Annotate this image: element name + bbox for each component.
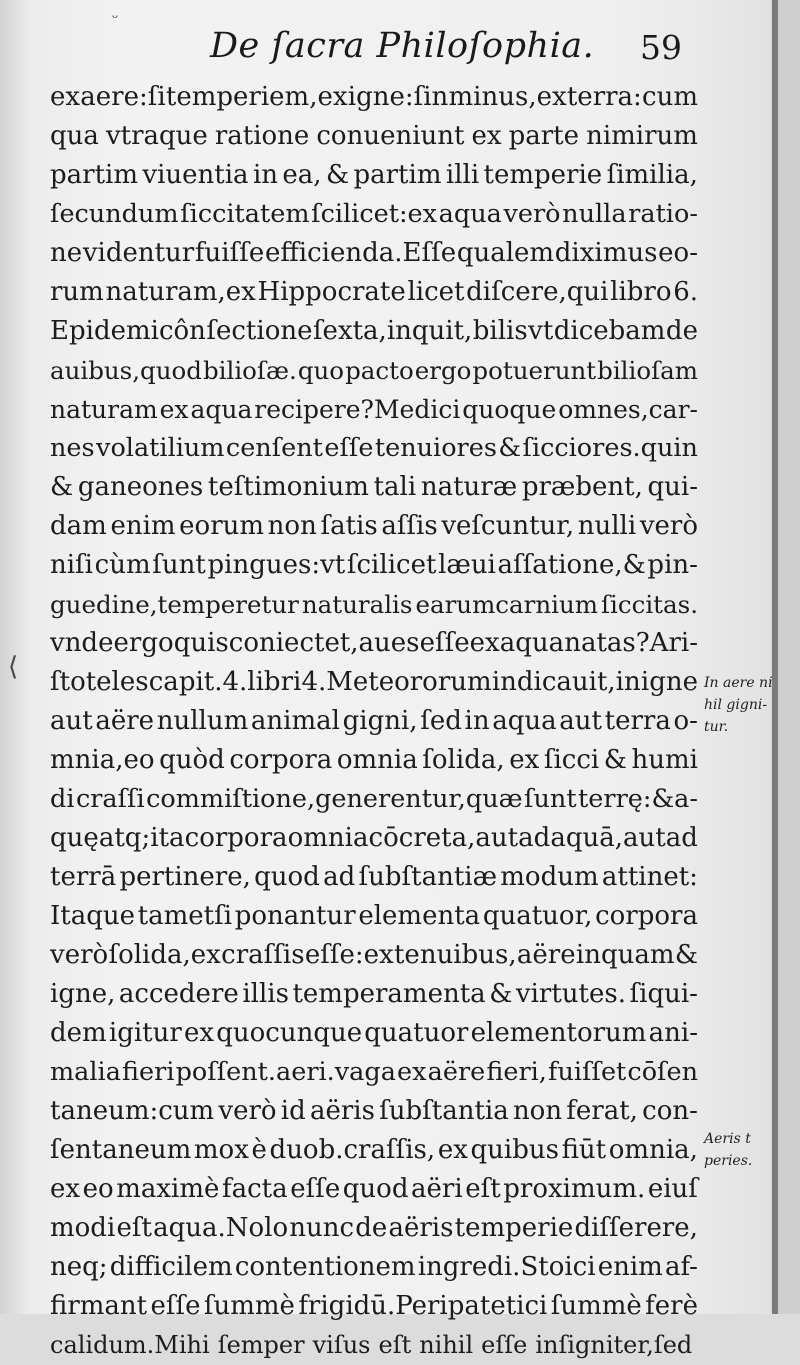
text-line: terrā pertinere, quod ad ſubſtantiæ modum attinet: (50, 862, 698, 892)
text-line: modi eſt aqua.Nolo nunc de aëris temperie diſſerere, (50, 1213, 698, 1243)
text-line: aut aëre nullum animal gigni, ſed in aqua aut terra o- (50, 706, 698, 736)
text-line: ſtoteles capit.4.libri 4.Meteororum indicauit,in igne (50, 667, 698, 697)
ink-speck: ᵕ (112, 8, 119, 27)
text-line: naturam ex aqua recipere?Medici quoque omnes,car- (50, 395, 698, 424)
marginal-note (704, 672, 773, 738)
marginal-note-line: tur. (704, 719, 729, 735)
text-line: mnia,eo quòd corpora omnia ſolida, ex ſicci & humi (50, 745, 698, 775)
page-number: 59 (640, 28, 682, 67)
running-title: De ſacra Philoſophia. (210, 26, 595, 66)
body-text-block (50, 78, 698, 1365)
text-line: nes volatilium cenſent eſſe tenuiores & ſicciores.quin (50, 433, 698, 463)
text-line: di craſſi commiſtione,generentur,quæ ſunt terrę:&a- (50, 784, 698, 814)
text-line: vnde ergo quis coniectet,aues eſſe ex aqua natas?Ari- (50, 628, 698, 658)
text-line: Epidemicôn ſectione ſexta,inquit, bilis vt dicebam de (50, 316, 698, 346)
text-line: Itaque tametſi ponantur elementa quatuor, corpora (50, 901, 698, 931)
text-line: malia fieri poſſent.aeri.vaga ex aëre fieri, fuiſſet cōſen (50, 1057, 698, 1087)
marginal-note-line: peries. (704, 1153, 753, 1169)
text-line: igne, accedere illis temperamenta & virtutes. ſiqui- (50, 979, 698, 1009)
text-line: ſecundum ſiccitatem ſcilicet:ex aqua verò nulla ratio- (50, 199, 698, 229)
text-line: firmant eſſe ſummè frigidū.Peripatetici ſummè ferè (50, 1291, 698, 1321)
text-line: guedine,temperetur naturalis earumcarnium ſiccitas. (50, 590, 698, 619)
text-line: neq; difficilem contentionem ingredi.Stoici enim af- (50, 1252, 698, 1282)
text-line: verò ſolida,ex craſſis eſſe:ex tenuibus, aëre inquam & (50, 940, 698, 970)
text-line: rum naturam,ex Hippocrate licet diſcere,qui libro 6. (50, 277, 698, 307)
marginal-note-line: In aere ni (704, 675, 773, 691)
text-line: taneum:cum verò id aëris ſubſtantia non ferat, con- (50, 1096, 698, 1126)
text-line: calidum.Mihi ſemper viſus eſt nihil eſſe inſigniter,ſed (50, 1331, 693, 1359)
text-line: partim viuentia in ea, & partim illi temperie ſimilia, (50, 160, 698, 190)
marginal-note (704, 1128, 752, 1172)
text-line: & ganeones teſtimonium tali naturæ præbent, qui- (50, 472, 698, 502)
text-line: ex aere:ſi temperiem,ex igne:ſin minus,ex terra: cum (50, 82, 698, 112)
page-header (0, 26, 770, 76)
text-line: dam enim eorum non ſatis aſſis veſcuntur, nulli verò (50, 511, 698, 541)
marginal-note-line: Aeris t (704, 1131, 751, 1147)
text-line: qua vtraque ratione conueniunt ex parte nimirum (50, 121, 698, 151)
facing-page-edge (778, 0, 800, 1314)
text-line: quę atq; ita corpora omnia cōcreta,aut ad aquā,aut ad (50, 823, 698, 853)
text-line: ſentaneum mox è duob.craſſis, ex quibus fiūt omnia, (50, 1135, 698, 1165)
text-line: ex eo maximè facta eſſe quod aëri eſt proximum. eiuſ (50, 1174, 698, 1204)
text-line: auibus,quod bilioſæ. quo pacto ergo potuerunt bilioſam (50, 356, 698, 385)
text-line: niſi cùm ſunt pingues:vt ſcilicet læui aſſatione,& pin- (50, 550, 698, 580)
ink-speck: ⟨ (8, 652, 19, 682)
text-line: dem igitur ex quocunque quatuor elementorum ani- (50, 1018, 698, 1048)
text-line: ne videntur fuiſſe efficienda.Eſſe qualem diximus eo- (50, 238, 698, 268)
marginal-note-line: hil gigni- (704, 697, 768, 713)
